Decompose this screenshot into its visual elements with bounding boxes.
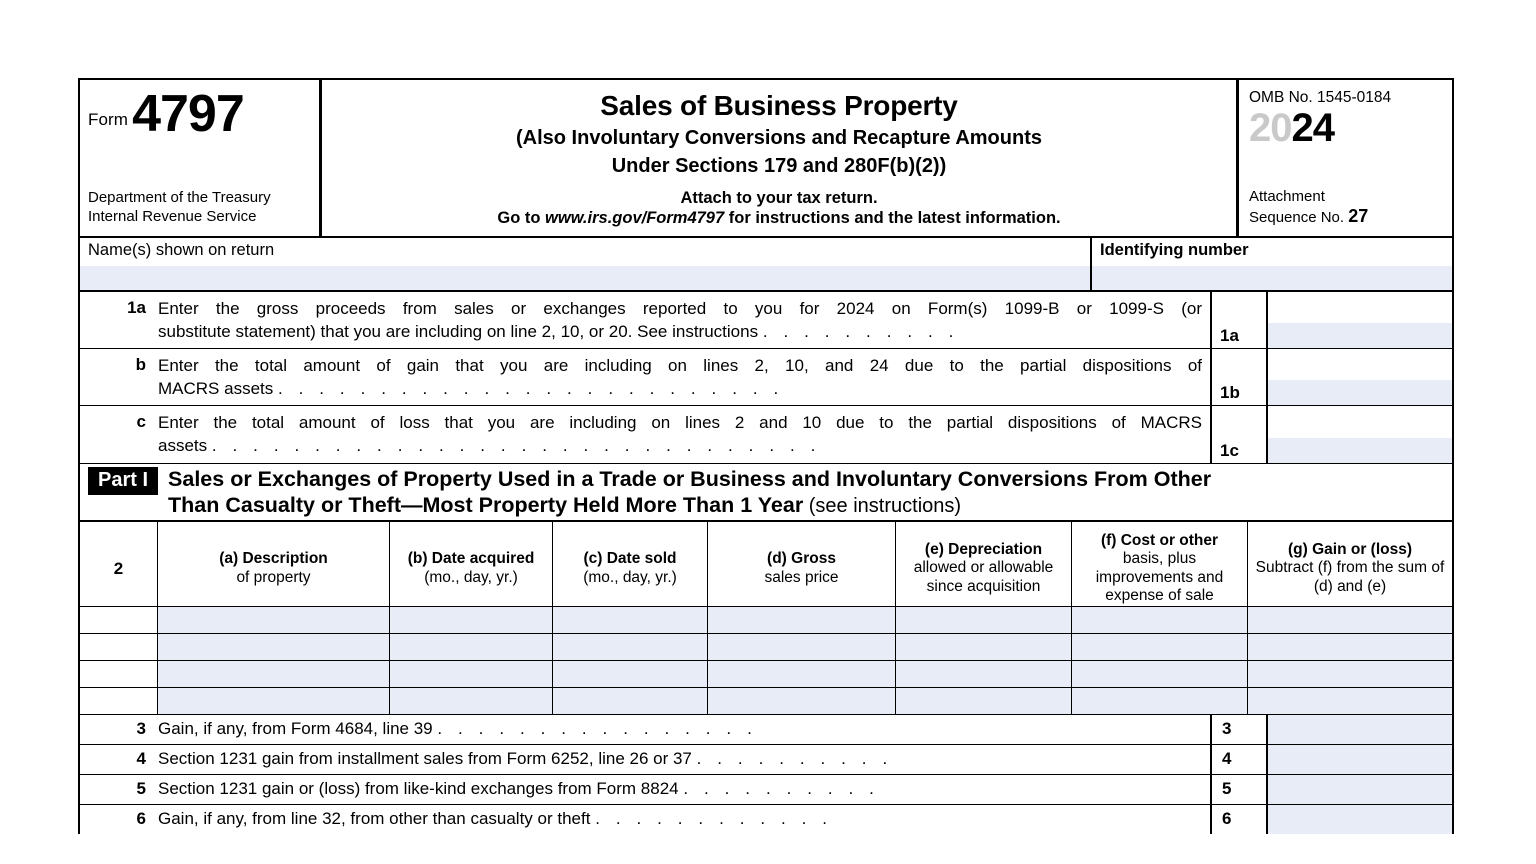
cell-depreciation[interactable]: [896, 688, 1072, 714]
column-header-a: [158, 522, 390, 606]
page-title: Sales of Business Property: [600, 90, 958, 121]
table-row[interactable]: [80, 634, 1452, 661]
goto-prefix: Go to: [497, 208, 546, 227]
column-header-g-bold: (g) Gain or (loss): [1288, 540, 1412, 558]
part-1-table: [78, 520, 1454, 714]
attachment-label-2: [1249, 206, 1368, 228]
cell-date-acquired[interactable]: [390, 607, 553, 633]
line-5-number: 5: [136, 779, 146, 799]
column-header-a-rest: of property: [236, 568, 311, 586]
identifying-number-label: Identifying number: [1100, 241, 1249, 259]
line-1c-key-label: 1c: [1220, 440, 1239, 460]
line-4-amount-input[interactable]: [1266, 745, 1452, 774]
department-block: [88, 189, 271, 226]
column-header-e: [896, 522, 1072, 606]
line-6-amount-input[interactable]: [1266, 805, 1452, 834]
line-1a-key-label: 1a: [1220, 326, 1239, 346]
column-header-f-rest: basis, plus improvements and expense of sale: [1095, 550, 1224, 605]
department-line-1: Department of the Treasury: [88, 189, 271, 207]
line-4-label: Section 1231 gain from installment sales from Form 6252, line 26 or 37: [158, 749, 692, 769]
attachment-label-text: Sequence No.: [1249, 209, 1345, 227]
omb-block: [1236, 80, 1452, 236]
form-number: 4797: [132, 85, 244, 143]
column-header-d-rest: sales price: [764, 568, 839, 586]
part-1-badge: Part I: [88, 467, 158, 495]
line-1b-text-tail: MACRS assets: [158, 378, 274, 398]
line-4-dots: . . . . . . . . . .: [696, 749, 893, 769]
cell-date-acquired[interactable]: [390, 661, 553, 687]
line-3-number: 3: [136, 719, 146, 739]
line-3-key: 3: [1210, 715, 1266, 744]
tax-year: [1249, 105, 1452, 151]
line-3-dots: . . . . . . . . . . . . . . . .: [437, 719, 758, 739]
line-5-key: 5: [1210, 775, 1266, 804]
line-1b-key: [1210, 349, 1266, 405]
goto-instruction: [322, 209, 1236, 228]
line-1b-dots: . . . . . . . . . . . . . . . . . . . . . . . . .: [277, 378, 784, 398]
part-1-title: [168, 464, 1211, 519]
line-5-row: [78, 774, 1454, 804]
line-3-row: [78, 714, 1454, 744]
form-4797-page: [78, 78, 1454, 834]
table-row-marker: [80, 607, 158, 633]
line-1a-key: [1210, 292, 1266, 348]
column-header-e-bold: (e) Depreciation: [924, 540, 1043, 558]
line-1a-number: 1a: [127, 298, 146, 317]
column-header-b-bold: (b) Date acquired: [407, 550, 535, 568]
line-1a-dots: . . . . . . . . . .: [762, 321, 959, 341]
line-1b-amount-input[interactable]: [1268, 380, 1452, 405]
column-header-f-bold: (f) Cost or other: [1100, 531, 1219, 549]
column-header-b-rest: (mo., day, yr.): [424, 568, 518, 586]
table-row[interactable]: [80, 688, 1452, 714]
cell-description[interactable]: [158, 688, 390, 714]
column-header-e-rest: allowed or allowable since acquisition: [913, 559, 1054, 596]
table-row-marker: [80, 661, 158, 687]
identifying-number-cell[interactable]: [1092, 238, 1452, 290]
line-1c-text: [158, 406, 1210, 462]
line-6-label: Gain, if any, from line 32, from other than casualty or theft: [158, 809, 591, 829]
cell-cost-basis[interactable]: [1072, 634, 1248, 660]
tax-year-prefix: 20: [1249, 106, 1292, 150]
line-3-text: [158, 715, 1210, 744]
line-1a-amount-cell[interactable]: [1266, 292, 1452, 348]
cell-description[interactable]: [158, 607, 390, 633]
attachment-label-1: Attachment: [1249, 188, 1325, 206]
line-1c-key: [1210, 406, 1266, 462]
cell-date-acquired[interactable]: [390, 688, 553, 714]
line-1b-key-label: 1b: [1220, 383, 1240, 403]
line-3-label: Gain, if any, from Form 4684, line 39: [158, 719, 433, 739]
line-1b-text: [158, 349, 1210, 405]
cell-depreciation[interactable]: [896, 634, 1072, 660]
line-1c-text-line-2: [158, 435, 1202, 458]
table-row-marker: [80, 634, 158, 660]
line-1a-amount-input[interactable]: [1268, 323, 1452, 348]
department-line-2: Internal Revenue Service: [88, 207, 257, 225]
line-1c-text-line-1: Enter the total amount of loss that you are including on lines 2 and 10 due to the partial dispositions of MACRS: [158, 413, 1202, 433]
line-1b-row: [80, 349, 1452, 406]
table-row-marker: [80, 688, 158, 714]
line-3-amount-input[interactable]: [1266, 715, 1452, 744]
form-word-label: Form: [88, 110, 129, 130]
form-subtitle-line-1: (Also Involuntary Conversions and Recapture Amounts: [515, 127, 1042, 149]
cell-depreciation[interactable]: [896, 607, 1072, 633]
cell-gain-loss[interactable]: [1248, 607, 1452, 633]
line-1a-text: [158, 292, 1210, 348]
attachment-number: 27: [1348, 206, 1369, 227]
cell-date-sold[interactable]: [553, 688, 708, 714]
line-5-text: [158, 775, 1210, 804]
cell-description[interactable]: [158, 634, 390, 660]
line-1c-dots: . . . . . . . . . . . . . . . . . . . . . . . . . . . . . .: [211, 436, 821, 456]
cell-date-sold[interactable]: [553, 661, 708, 687]
line-1c-text-tail: assets: [158, 436, 208, 456]
line-6-number: 6: [136, 809, 146, 829]
line-1b-number: b: [135, 355, 146, 375]
form-header: [78, 78, 1454, 236]
part-1-title-line-2: [168, 492, 1211, 518]
line-6-dots: . . . . . . . . . . . .: [595, 809, 833, 829]
cell-gross-sales-price[interactable]: [708, 661, 896, 687]
line-5-amount-input[interactable]: [1266, 775, 1452, 804]
line-4-key: 4: [1210, 745, 1266, 774]
cell-gain-loss[interactable]: [1248, 661, 1452, 687]
cell-gain-loss[interactable]: [1248, 688, 1452, 714]
identifying-number-input[interactable]: [1092, 266, 1452, 290]
attach-instruction: Attach to your tax return.: [680, 188, 878, 207]
line-5-label: Section 1231 gain or (loss) from like-kind exchanges from Form 8824: [158, 779, 679, 799]
goto-suffix: for instructions and the latest information.: [724, 208, 1061, 227]
line-1b-text-line-2: [158, 378, 1202, 401]
line-6-key: 6: [1210, 805, 1266, 834]
column-header-c-bold: (c) Date sold: [583, 550, 677, 568]
part-1-title-line-2-note: (see instructions): [803, 494, 962, 517]
column-header-f: [1072, 522, 1248, 606]
column-header-a-bold: (a) Description: [219, 550, 328, 568]
column-header-c: [553, 522, 708, 606]
irs-url: www.irs.gov/Form4797: [545, 208, 725, 227]
column-header-d: [708, 522, 896, 606]
line-4-number: 4: [136, 749, 146, 769]
line-1c-amount-input[interactable]: [1268, 438, 1452, 463]
line-4-text: [158, 745, 1210, 774]
cell-gross-sales-price[interactable]: [708, 607, 896, 633]
line-6-row: [78, 804, 1454, 834]
line-1a-text-line-2: [158, 321, 1202, 344]
name-field-label: Name(s) shown on return: [88, 241, 275, 259]
part-1-title-line-2-bold: Than Casualty or Theft—Most Property Held More Than 1 Year: [168, 492, 804, 517]
line-1a-row: [80, 292, 1452, 349]
cell-depreciation[interactable]: [896, 661, 1072, 687]
cell-cost-basis[interactable]: [1072, 661, 1248, 687]
table-row[interactable]: [80, 607, 1452, 634]
table-row[interactable]: [80, 661, 1452, 688]
cell-date-acquired[interactable]: [390, 634, 553, 660]
line-1b-amount-cell[interactable]: [1266, 349, 1452, 405]
cell-date-sold[interactable]: [553, 634, 708, 660]
table-row-number: 2: [80, 522, 158, 606]
cell-date-sold[interactable]: [553, 607, 708, 633]
line-6-text: [158, 805, 1210, 834]
line-1c-row: [80, 406, 1452, 462]
cell-cost-basis[interactable]: [1072, 688, 1248, 714]
column-header-g: [1248, 522, 1452, 606]
cell-gain-loss[interactable]: [1248, 634, 1452, 660]
taxpayer-identification-row: [78, 236, 1454, 290]
cell-description[interactable]: [158, 661, 390, 687]
line-1a-text-tail: substitute statement) that you are including on line 2, 10, or 20. See instructions: [158, 321, 759, 341]
line-5-dots: . . . . . . . . . .: [683, 779, 880, 799]
part-1-title-line-1: Sales or Exchanges of Property Used in a Trade or Business and Involuntary Conversions From Other: [168, 466, 1212, 491]
form-title-block: [322, 80, 1236, 236]
column-header-g-rest: Subtract (f) from the sum of (d) and (e): [1255, 559, 1445, 596]
column-header-b: [390, 522, 553, 606]
cell-cost-basis[interactable]: [1072, 607, 1248, 633]
line-4-row: [78, 744, 1454, 774]
omb-number: OMB No. 1545-0184: [1249, 89, 1392, 106]
line-1b-text-line-1: Enter the total amount of gain that you are including on lines 2, 10, and 24 due to the partial dispositions of: [158, 356, 1202, 376]
attachment-sequence: [1249, 188, 1368, 228]
cell-gross-sales-price[interactable]: [708, 688, 896, 714]
form-identity-block: [80, 80, 322, 236]
column-header-d-bold: (d) Gross: [767, 550, 836, 568]
line-1-block: [78, 290, 1454, 463]
line-1a-text-line-1: Enter the gross proceeds from sales or exchanges reported to you for 2024 on Form(s) 1099-B or 1099-S (or: [158, 299, 1202, 318]
tax-year-suffix: 24: [1291, 106, 1334, 150]
part-1-header: [78, 463, 1454, 521]
table-header-row: [80, 522, 1452, 607]
name-field-cell[interactable]: [80, 238, 1092, 290]
column-header-c-rest: (mo., day, yr.): [583, 568, 677, 586]
line-1c-number: c: [136, 412, 146, 432]
name-input[interactable]: [80, 266, 1090, 290]
line-1c-amount-cell[interactable]: [1266, 406, 1452, 462]
form-subtitle-line-2: Under Sections 179 and 280F(b)(2)): [611, 155, 947, 178]
cell-gross-sales-price[interactable]: [708, 634, 896, 660]
